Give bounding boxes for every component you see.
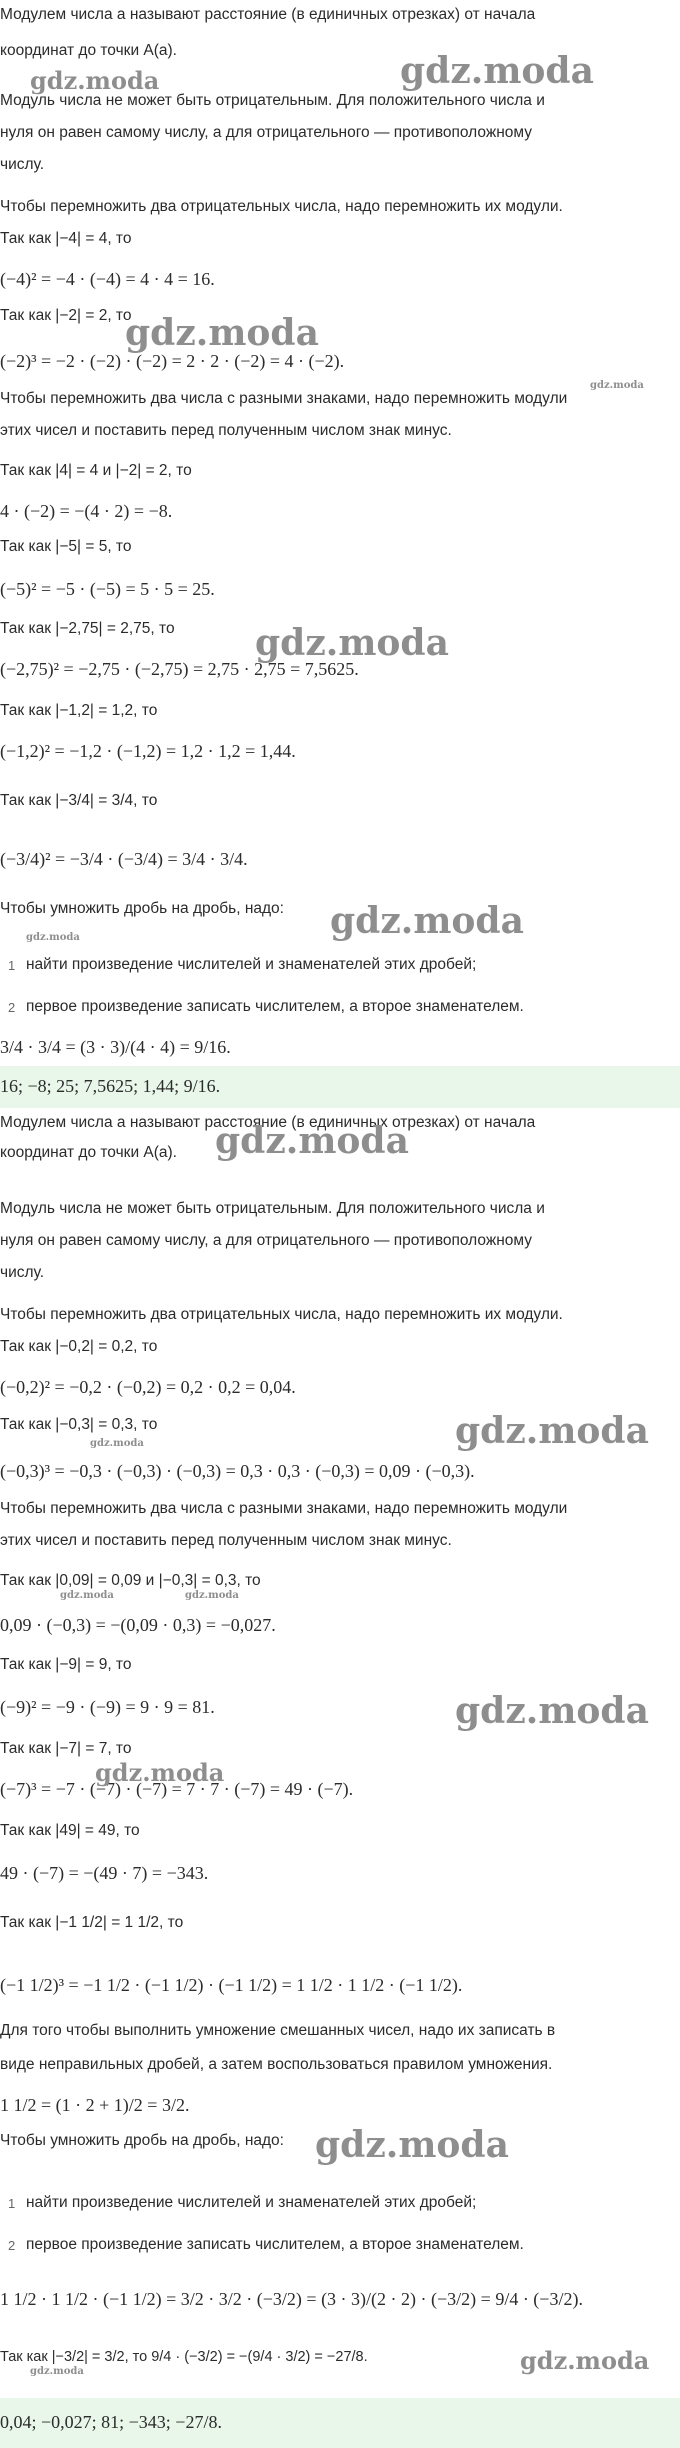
math-line: (−0,2)² = −0,2 · (−0,2) = 0,2 · 0,2 = 0,04. (0, 1377, 296, 1397)
watermark: gdz.moda (60, 1590, 114, 1601)
text-line: Чтобы умножить дробь на дробь, надо: (0, 900, 284, 917)
text-line: Так как |0,09| = 0,09 и |−0,3| = 0,3, то (0, 1572, 261, 1589)
list-item: найти произведение числителей и знаменателей этих дробей; (26, 2194, 477, 2211)
watermark: gdz.moda (30, 2366, 84, 2377)
watermark: gdz.moda (185, 1590, 239, 1601)
math-line: 4 · (−2) = −(4 · 2) = −8. (0, 501, 173, 521)
text-line: Модулем числа a называют расстояние (в единичных отрезках) от начала (0, 6, 536, 23)
math-line: (−3/4)² = −3/4 · (−3/4) = 3/4 · 3/4. (0, 849, 248, 869)
list-item: найти произведение числителей и знаменателей этих дробей; (26, 956, 477, 973)
watermark: gdz.moda (90, 1438, 144, 1449)
text-line: Чтобы перемножить два числа с разными знаками, надо перемножить модули (0, 390, 568, 407)
answer-block (0, 2398, 680, 2448)
watermark: gdz.moda (255, 622, 449, 664)
text-line: Так как |−1 1/2| = 1 1/2, то (0, 1914, 184, 1931)
text-line: Для того чтобы выполнить умножение смешанных чисел, надо их записать в (0, 2022, 556, 2039)
watermark: gdz.moda (315, 2124, 509, 2166)
watermark: gdz.moda (215, 1120, 409, 1162)
list-number: 2 (8, 1000, 16, 1015)
text-line: числу. (0, 1264, 45, 1281)
text-line: Так как |−1,2| = 1,2, то (0, 702, 158, 719)
watermark: gdz.moda (95, 1758, 225, 1787)
math-line: (−9)² = −9 · (−9) = 9 · 9 = 81. (0, 1697, 215, 1717)
text-line: Так как |49| = 49, то (0, 1822, 140, 1839)
watermark: gdz.moda (455, 1690, 649, 1732)
math-line: 0,09 · (−0,3) = −(0,09 · 0,3) = −0,027. (0, 1615, 276, 1635)
text-line: координат до точки A(a). (0, 42, 177, 59)
math-line: (−4)² = −4 · (−4) = 4 · 4 = 16. (0, 269, 215, 289)
text-line: нуля он равен самому числу, а для отрицательного — противоположному (0, 1232, 532, 1249)
math-line: (−0,3)³ = −0,3 · (−0,3) · (−0,3) = 0,3 · 0,3 · (−0,3) = 0,09 · (−0,3). (0, 1461, 475, 1481)
math-line: (−1 1/2)³ = −1 1/2 · (−1 1/2) · (−1 1/2) = 1 1/2 · 1 1/2 · (−1 1/2). (0, 1975, 463, 1995)
watermark: gdz.moda (590, 380, 644, 391)
text-line: Так как |−7| = 7, то (0, 1740, 132, 1757)
text-line: Так как |4| = 4 и |−2| = 2, то (0, 462, 192, 479)
math-line: 49 · (−7) = −(49 · 7) = −343. (0, 1863, 209, 1883)
text-line: Так как |−5| = 5, то (0, 538, 132, 555)
watermark: gdz.moda (520, 2346, 650, 2375)
watermark: gdz.moda (26, 932, 80, 943)
math-line: 3/4 · 3/4 = (3 · 3)/(4 · 4) = 9/16. (0, 1037, 231, 1057)
text-line: Так как |−2,75| = 2,75, то (0, 620, 175, 637)
math-line: (−1,2)² = −1,2 · (−1,2) = 1,2 · 1,2 = 1,44. (0, 741, 296, 761)
text-line: этих чисел и поставить перед полученным числом знак минус. (0, 1532, 452, 1549)
text-line: Так как |−3/4| = 3/4, то (0, 792, 158, 809)
text-line: нуля он равен самому числу, а для отрицательного — противоположному (0, 124, 532, 141)
watermark: gdz.moda (30, 66, 160, 95)
text-line: Так как |−0,2| = 0,2, то (0, 1338, 158, 1355)
text-line: Чтобы перемножить два числа с разными знаками, надо перемножить модули (0, 1500, 568, 1517)
text-line: Так как |−4| = 4, то (0, 230, 132, 247)
text-line: Модулем числа a называют расстояние (в единичных отрезках) от начала (0, 1114, 536, 1131)
math-line: (−2)³ = −2 · (−2) · (−2) = 2 · 2 · (−2) = 4 · (−2). (0, 351, 345, 371)
text-line: числу. (0, 156, 45, 173)
list-number: 1 (8, 2196, 16, 2211)
math-line: 1 1/2 · 1 1/2 · (−1 1/2) = 3/2 · 3/2 · (−3/2) = (3 · 3)/(2 · 2) · (−3/2) = 9/4 · (−3/2). (0, 2289, 583, 2309)
list-item: первое произведение записать числителем, а второе знаменателем. (26, 2236, 524, 2253)
answer-line: 16; −8; 25; 7,5625; 1,44; 9/16. (0, 1076, 221, 1096)
text-line: координат до точки A(a). (0, 1144, 177, 1161)
math-line: (−7)³ = −7 · (−7) · (−7) = 7 · 7 · (−7) = 49 · (−7). (0, 1779, 354, 1799)
text-line: Так как |−0,3| = 0,3, то (0, 1416, 158, 1433)
text-line: Так как |−2| = 2, то (0, 307, 132, 324)
watermark: gdz.moda (125, 312, 319, 354)
watermark: gdz.moda (400, 50, 594, 92)
watermark: gdz.moda (455, 1410, 649, 1452)
list-number: 1 (8, 958, 16, 973)
text-line: Так как |−9| = 9, то (0, 1656, 132, 1673)
text-line: Чтобы умножить дробь на дробь, надо: (0, 2132, 284, 2149)
answer-block (0, 1066, 680, 1108)
text-line: Так как |−3/2| = 3/2, то 9/4 · (−3/2) = −(9/4 · 3/2) = −27/8. (0, 2349, 368, 2365)
text-line: Чтобы перемножить два отрицательных числа, надо перемножить их модули. (0, 1306, 563, 1323)
text-line: виде неправильных дробей, а затем воспользоваться правилом умножения. (0, 2056, 553, 2073)
text-line: Модуль числа не может быть отрицательным. Для положительного числа и (0, 1200, 545, 1217)
list-number: 2 (8, 2238, 16, 2253)
math-line: (−2,75)² = −2,75 · (−2,75) = 2,75 · 2,75 = 7,5625. (0, 659, 359, 679)
answer-line: 0,04; −0,027; 81; −343; −27/8. (0, 2412, 222, 2432)
math-line: 1 1/2 = (1 · 2 + 1)/2 = 3/2. (0, 2095, 190, 2115)
text-line: этих чисел и поставить перед полученным числом знак минус. (0, 422, 452, 439)
watermark: gdz.moda (330, 900, 524, 942)
math-line: (−5)² = −5 · (−5) = 5 · 5 = 25. (0, 579, 215, 599)
list-item: первое произведение записать числителем, а второе знаменателем. (26, 998, 524, 1015)
text-line: Модуль числа не может быть отрицательным. Для положительного числа и (0, 92, 545, 109)
text-line: Чтобы перемножить два отрицательных числа, надо перемножить их модули. (0, 198, 563, 215)
